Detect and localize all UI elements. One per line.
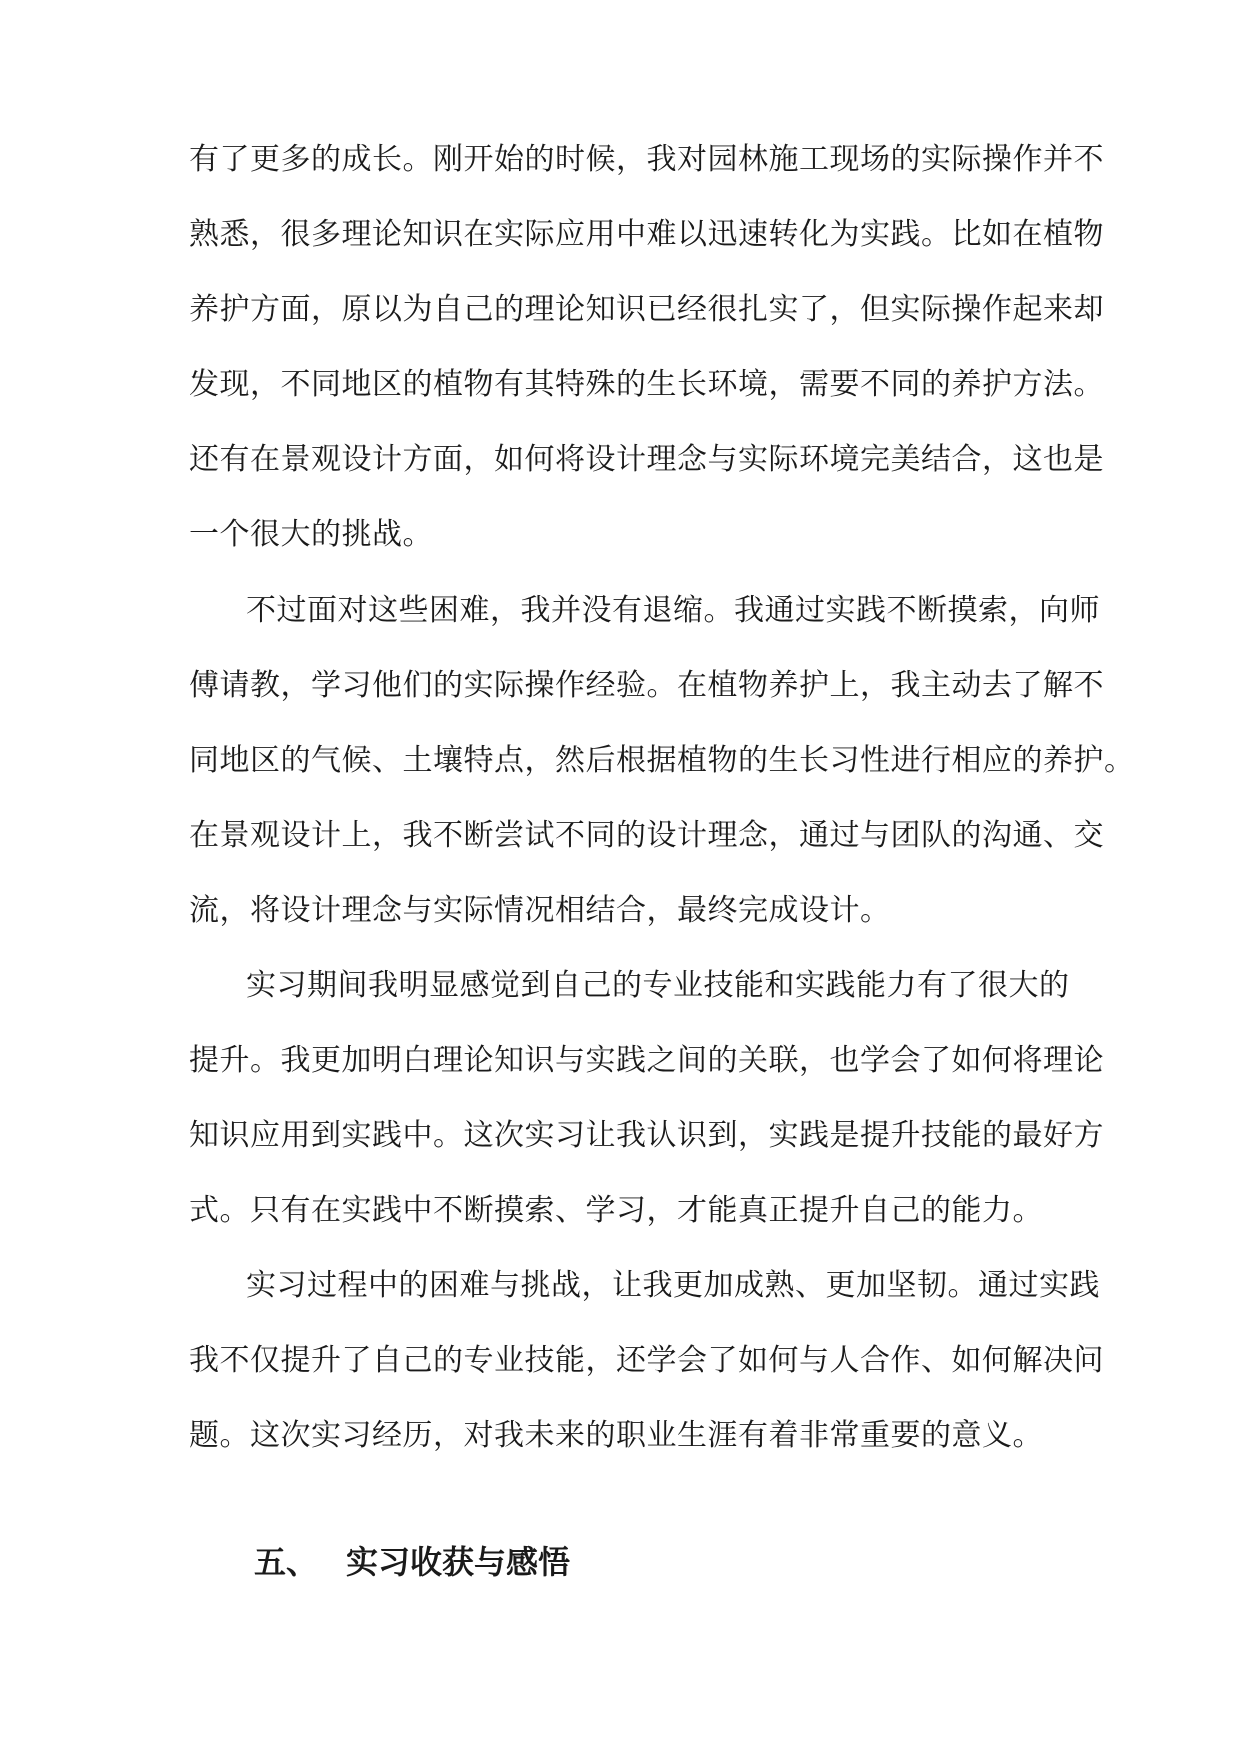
paragraph-3-line-3: 知识应用到实践中。这次实习让我认识到，实践是提升技能的最好方 — [189, 1118, 1104, 1153]
paragraph-4-line-3: 题。这次实习经历，对我未来的职业生涯有着非常重要的意义。 — [189, 1418, 1043, 1453]
section-heading — [254, 1540, 570, 1584]
paragraph-2-line-2: 傅请教，学习他们的实际操作经验。在植物养护上，我主动去了解不 — [189, 668, 1104, 703]
paragraph-4-line-1: 实习过程中的困难与挑战，让我更加成熟、更加坚韧。通过实践 — [246, 1268, 1100, 1303]
paragraph-2-line-3: 同地区的气候、土壤特点，然后根据植物的生长习性进行相应的养护。 — [189, 743, 1135, 778]
paragraph-4-line-2: 我不仅提升了自己的专业技能，还学会了如何与人合作、如何解决问 — [189, 1343, 1104, 1378]
paragraph-1-line-1: 有了更多的成长。刚开始的时候，我对园林施工现场的实际操作并不 — [189, 142, 1104, 177]
paragraph-2-line-4: 在景观设计上，我不断尝试不同的设计理念，通过与团队的沟通、交 — [189, 818, 1104, 853]
paragraph-1-line-6: 一个很大的挑战。 — [189, 517, 433, 552]
paragraph-1-line-5: 还有在景观设计方面，如何将设计理念与实际环境完美结合，这也是 — [189, 442, 1104, 477]
paragraph-3-line-4: 式。只有在实践中不断摸索、学习，才能真正提升自己的能力。 — [189, 1193, 1043, 1228]
paragraph-3-line-2: 提升。我更加明白理论知识与实践之间的关联，也学会了如何将理论 — [189, 1043, 1104, 1078]
paragraph-1-line-4: 发现，不同地区的植物有其特殊的生长环境，需要不同的养护方法。 — [189, 367, 1104, 402]
section-title: 实习收获与感悟 — [346, 1543, 571, 1581]
paragraph-2-line-1: 不过面对这些困难，我并没有退缩。我通过实践不断摸索，向师 — [246, 593, 1100, 628]
paragraph-3-line-1: 实习期间我明显感觉到自己的专业技能和实践能力有了很大的 — [246, 968, 1070, 1003]
paragraph-1-line-2: 熟悉，很多理论知识在实际应用中难以迅速转化为实践。比如在植物 — [189, 217, 1104, 252]
section-number: 五、 — [254, 1543, 319, 1581]
paragraph-2-line-5: 流，将设计理念与实际情况相结合，最终完成设计。 — [189, 893, 891, 928]
paragraph-1-line-3: 养护方面，原以为自己的理论知识已经很扎实了，但实际操作起来却 — [189, 292, 1104, 327]
